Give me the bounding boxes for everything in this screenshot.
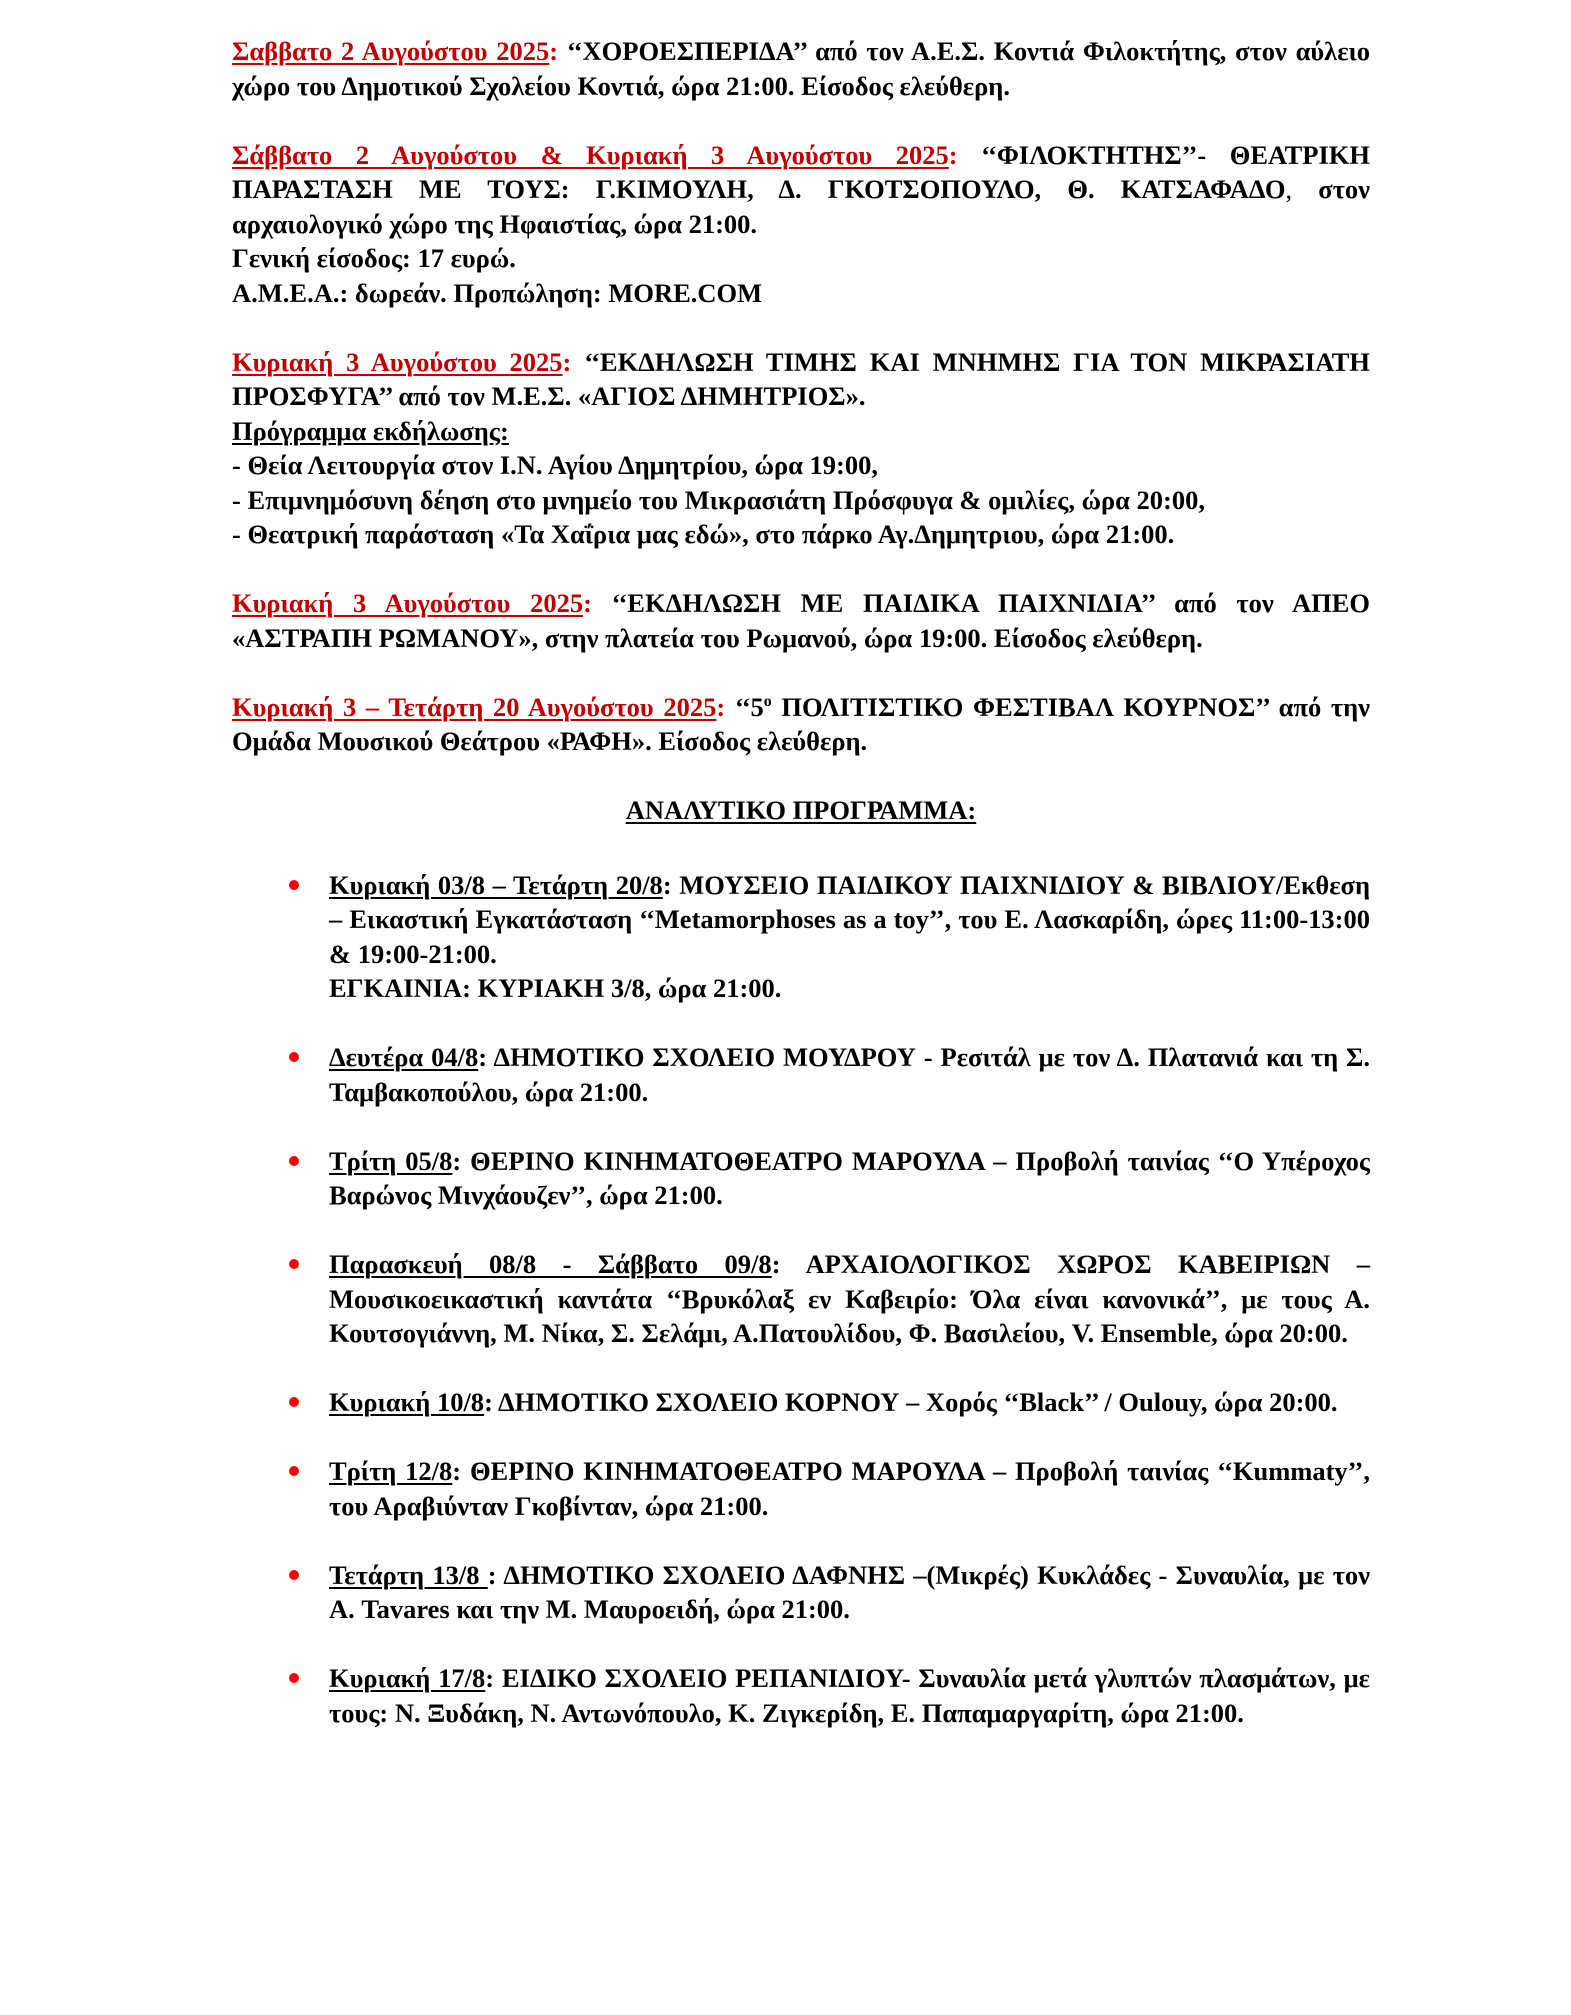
- event-description-prefix: ‘‘5: [725, 691, 764, 722]
- event-description: ‘‘ΦΙΛΟΚΤΗΤΗΣ’’- ΘΕΑΤΡΙΚΗ ΠΑΡΑΣΤΑΣΗ ΜΕ ΤΟΥΣ: Γ.ΚΙΜΟΥΛΗ, Δ. ΓΚΟΤΣΟΠΟΥΛΟ, Θ. ΚΑΤΣΑΦΑΔΟ: [232, 139, 1370, 204]
- schedule-description: ΜΟΥΣΕΙΟ ΠΑΙΔΙΚΟΥ ΠΑΙΧΝΙΔΙΟΥ & ΒΙΒΛΙΟΥ/Εκθεση – Εικαστική Εγκατάσταση ‘‘Metamorphoses as a toy’’, του Ε. Λασκαρίδη, ώρες 11:00-13:00 & 19:00-21:00.: [329, 869, 1370, 969]
- schedule-colon: :: [452, 1456, 462, 1486]
- event-presale: Α.Μ.Ε.Α.: δωρεάν. Προπώληση: MORE.COM: [232, 277, 763, 308]
- schedule-item: [232, 1247, 1370, 1351]
- schedule-colon: :: [484, 1387, 493, 1417]
- schedule-colon: :: [487, 1559, 497, 1590]
- schedule-item: [232, 1558, 1370, 1627]
- schedule-list: [232, 868, 1370, 1731]
- event-description-venue: στον αρχαιολογικό χώρο της Ηφαιστίας, ώρα 21:00.: [232, 174, 1370, 239]
- event-description: ΠΟΛΙΤΙΣΤΙΚΟ ΦΕΣΤΙΒΑΛ ΚΟΥΡΝΟΣ’’ από την Ομάδα Μουσικού Θεάτρου «ΡΑΦΗ». Είσοδος ελεύθερη.: [232, 691, 1370, 756]
- schedule-description: ΘΕΡΙΝΟ ΚΙΝΗΜΑΤΟΘΕΑΤΡΟ ΜΑΡΟΥΛΑ – Προβολή ταινίας ‘‘Kummaty’’, του Αραβιύνταν Γκοβίνταν, ώρα 21:00.: [329, 1456, 1370, 1521]
- event-date: Κυριακή 3 Αυγούστου 2025: [232, 346, 563, 377]
- event-description: ‘‘ΧΟΡΟΕΣΠΕΡΙΔΑ’’ από τον Α.Ε.Σ. Κοντιά Φιλοκτήτης, στον αύλειο χώρο του Δημοτικού Σχολείου Κοντιά, ώρα 21:00. Είσοδος ελεύθερη.: [232, 36, 1370, 101]
- schedule-date: Κυριακή 17/8: [329, 1663, 486, 1693]
- schedule-date: Τετάρτη 13/8: [329, 1559, 488, 1590]
- event-block: [232, 690, 1370, 759]
- schedule-description: ΑΡΧΑΙΟΛΟΓΙΚΟΣ ΧΩΡΟΣ ΚΑΒΕΙΡΙΩΝ – Μουσικοεικαστική καντάτα ‘‘Βρυκόλαξ εν Καβειρίο: Όλα είναι κανονικά’’, με τους Α. Κουτσογιάννη, Μ. Νίκα, Σ. Σελάμι, Α.Πατουλίδου, Φ. Βασιλείου, V. Ensemble, ώρα 20:00.: [329, 1249, 1370, 1348]
- schedule-date: Δευτέρα 04/8: [329, 1042, 479, 1072]
- event-date-colon: :: [583, 588, 592, 618]
- schedule-colon: :: [485, 1663, 495, 1693]
- schedule-opening: ΕΓΚΑΙΝΙΑ: ΚΥΡΙΑΚΗ 3/8, ώρα 21:00.: [329, 973, 782, 1003]
- event-date-colon: :: [562, 346, 572, 377]
- event-date-colon: :: [716, 691, 726, 722]
- event-date: Σάββατο 2 Αυγούστου & Κυριακή 3 Αυγούστου 2025: [232, 139, 949, 170]
- event-description: ‘‘ΕΚΔΗΛΩΣΗ ΜΕ ΠΑΙΔΙΚΑ ΠΑΙΧΝΙΔΙΑ’’ από τον ΑΠΕΟ «ΑΣΤΡΑΠΗ ΡΩΜΑΝΟΥ», στην πλατεία του Ρωμανού, ώρα 19:00. Είσοδος ελεύθερη.: [232, 588, 1371, 653]
- schedule-colon: :: [771, 1249, 781, 1279]
- bullet-icon: [289, 1259, 299, 1269]
- schedule-description: ΔΗΜΟΤΙΚΟ ΣΧΟΛΕΙΟ ΚΟΡΝΟΥ – Χορός ‘‘Black’’ / Oulouy, ώρα 20:00.: [492, 1387, 1338, 1417]
- event-date: Σαββατο 2 Αυγούστου 2025: [232, 36, 550, 66]
- program-line: - Επιμνημόσυνη δέηση στο μνημείο του Μικρασιάτη Πρόσφυγα & ομιλίες, ώρα 20:00,: [232, 484, 1206, 515]
- schedule-description: ΘΕΡΙΝΟ ΚΙΝΗΜΑΤΟΘΕΑΤΡΟ ΜΑΡΟΥΛΑ – Προβολή ταινίας ‘‘Ο Υπέροχος Βαρώνος Μινχάουζεν’’, ώρα 21:00.: [329, 1145, 1370, 1210]
- schedule-colon: :: [662, 869, 672, 900]
- schedule-description: ΔΗΜΟΤΙΚΟ ΣΧΟΛΕΙΟ ΜΟΥΔΡΟΥ - Ρεσιτάλ με τον Δ. Πλατανιά και τη Σ. Ταμβακοπούλου, ώρα 21:00.: [329, 1042, 1370, 1107]
- schedule-colon: :: [478, 1042, 488, 1072]
- schedule-item: [232, 1040, 1370, 1109]
- schedule-date: Παρασκευή 08/8 - Σάββατο 09/8: [329, 1249, 772, 1279]
- schedule-item: [232, 1385, 1370, 1420]
- event-date-colon: :: [549, 36, 559, 66]
- bullet-icon: [289, 1673, 299, 1683]
- bullet-icon: [289, 1052, 299, 1062]
- event-block: [232, 138, 1370, 311]
- schedule-date: Τρίτη 12/8: [329, 1456, 453, 1486]
- program-line: - Θεία Λειτουργία στον Ι.Ν. Αγίου Δημητρίου, ώρα 19:00,: [232, 450, 878, 480]
- ordinal-superscript: ο: [763, 692, 772, 710]
- event-date-colon: :: [948, 139, 958, 170]
- event-ticket-price: Γενική είσοδος: 17 ευρώ.: [232, 243, 516, 273]
- event-block: [232, 34, 1370, 103]
- event-description: ‘‘ΕΚΔΗΛΩΣΗ ΤΙΜΗΣ ΚΑΙ ΜΝΗΜΗΣ ΓΙΑ ΤΟΝ ΜΙΚΡΑΣΙΑΤΗ ΠΡΟΣΦΥΓΑ’’ από τον Μ.Ε.Σ. «ΑΓΙΟΣ ΔΗΜΗΤΡΙΟΣ».: [232, 346, 1370, 411]
- schedule-date: Κυριακή 10/8: [329, 1387, 485, 1417]
- program-line: - Θεατρική παράσταση «Τα Χαΐρια μας εδώ», στο πάρκο Αγ.Δημητριου, ώρα 21:00.: [232, 519, 1175, 549]
- program-title-wrap: [232, 793, 1370, 828]
- schedule-colon: :: [452, 1145, 462, 1176]
- schedule-item: [232, 1454, 1370, 1523]
- event-block: [232, 586, 1370, 655]
- bullet-icon: [289, 1397, 299, 1407]
- bullet-icon: [289, 1570, 299, 1580]
- schedule-date: Τρίτη 05/8: [329, 1145, 453, 1176]
- bullet-icon: [289, 1156, 299, 1166]
- schedule-description: ΔΗΜΟΤΙΚΟ ΣΧΟΛΕΙΟ ΔΑΦΝΗΣ –(Μικρές) Κυκλάδες - Συναυλία, με τον Α. Tavares και την Μ. Μαυροειδή, ώρα 21:00.: [329, 1559, 1371, 1624]
- schedule-description: ΕΙΔΙΚΟ ΣΧΟΛΕΙΟ ΡΕΠΑΝΙΔΙΟΥ- Συναυλία μετά γλυπτών πλασμάτων, με τους: Ν. Ξυδάκη, Ν. Αντωνόπουλο, Κ. Ζιγκερίδη, Ε. Παπαμαργαρίτη, ώρα 21:00.: [329, 1663, 1370, 1728]
- event-block: [232, 345, 1370, 552]
- program-title: ΑΝΑΛΥΤΙΚΟ ΠΡΟΓΡΑΜΜΑ:: [625, 795, 977, 825]
- bullet-icon: [289, 880, 299, 890]
- event-comma: ,: [1285, 174, 1293, 204]
- schedule-item: [232, 1144, 1370, 1213]
- document-page: [232, 34, 1370, 1765]
- schedule-item: [232, 1661, 1370, 1730]
- schedule-item: [232, 868, 1370, 1006]
- schedule-date: Κυριακή 03/8 – Τετάρτη 20/8: [329, 869, 663, 900]
- bullet-icon: [289, 1466, 299, 1476]
- program-heading: Πρόγραμμα εκδήλωσης:: [232, 415, 509, 446]
- event-date: Κυριακή 3 Αυγούστου 2025: [232, 588, 584, 618]
- event-date: Κυριακή 3 – Τετάρτη 20 Αυγούστου 2025: [232, 691, 717, 722]
